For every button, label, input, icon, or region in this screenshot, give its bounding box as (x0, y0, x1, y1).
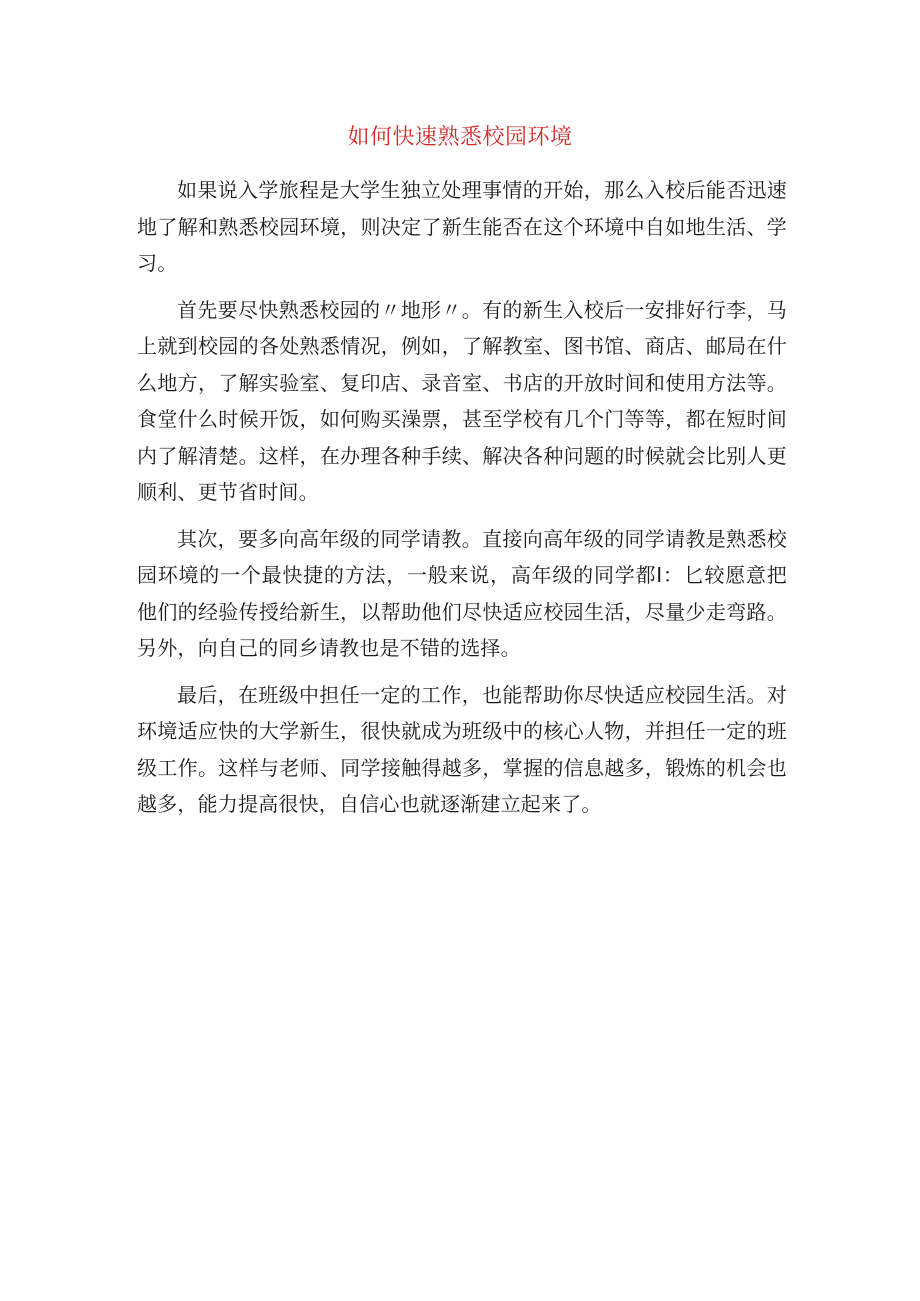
paragraph-first-point: 首先要尽快熟悉校园的〃地形〃。有的新生入校后一安排好行李，马上就到校园的各处熟悉情况，例如，了解教室、图书馆、商店、邮局在什么地方，了解实验室、复印店、录音室、书店的开放时间和使用方法等。食堂什么时候开饭，如何购买澡票，甚至学校有几个门等等，都在短时间内了解清楚。这样，在办理各种手续、解决各种问题的时候就会比别人更顺利、更节省时间。 (137, 297, 787, 504)
paragraph-intro: 如果说入学旅程是大学生独立处理事情的开始，那么入校后能否迅速地了解和熟悉校园环境，则决定了新生能否在这个环境中自如地生活、学习。 (137, 178, 787, 275)
document-title: 如何快速熟悉校园环境 (347, 125, 573, 150)
paragraph-final-point: 最后，在班级中担任一定的工作，也能帮助你尽快适应校园生活。对环境适应快的大学新生，很快就成为班级中的核心人物，并担任一定的班级工作。这样与老师、同学接触得越多，掌握的信息越多，锻炼的机会也越多，能力提高很快，自信心也就逐渐建立起来了。 (137, 682, 787, 816)
document-body (137, 172, 787, 833)
paragraph-second-point: 其次，要多向高年级的同学请教。直接向高年级的同学请教是熟悉校园环境的一个最快捷的方法，一般来说，高年级的同学都I：匕较愿意把他们的经验传授给新生，以帮助他们尽快适应校园生活，尽量少走弯路。另外，向自己的同乡请教也是不错的选择。 (137, 526, 787, 660)
